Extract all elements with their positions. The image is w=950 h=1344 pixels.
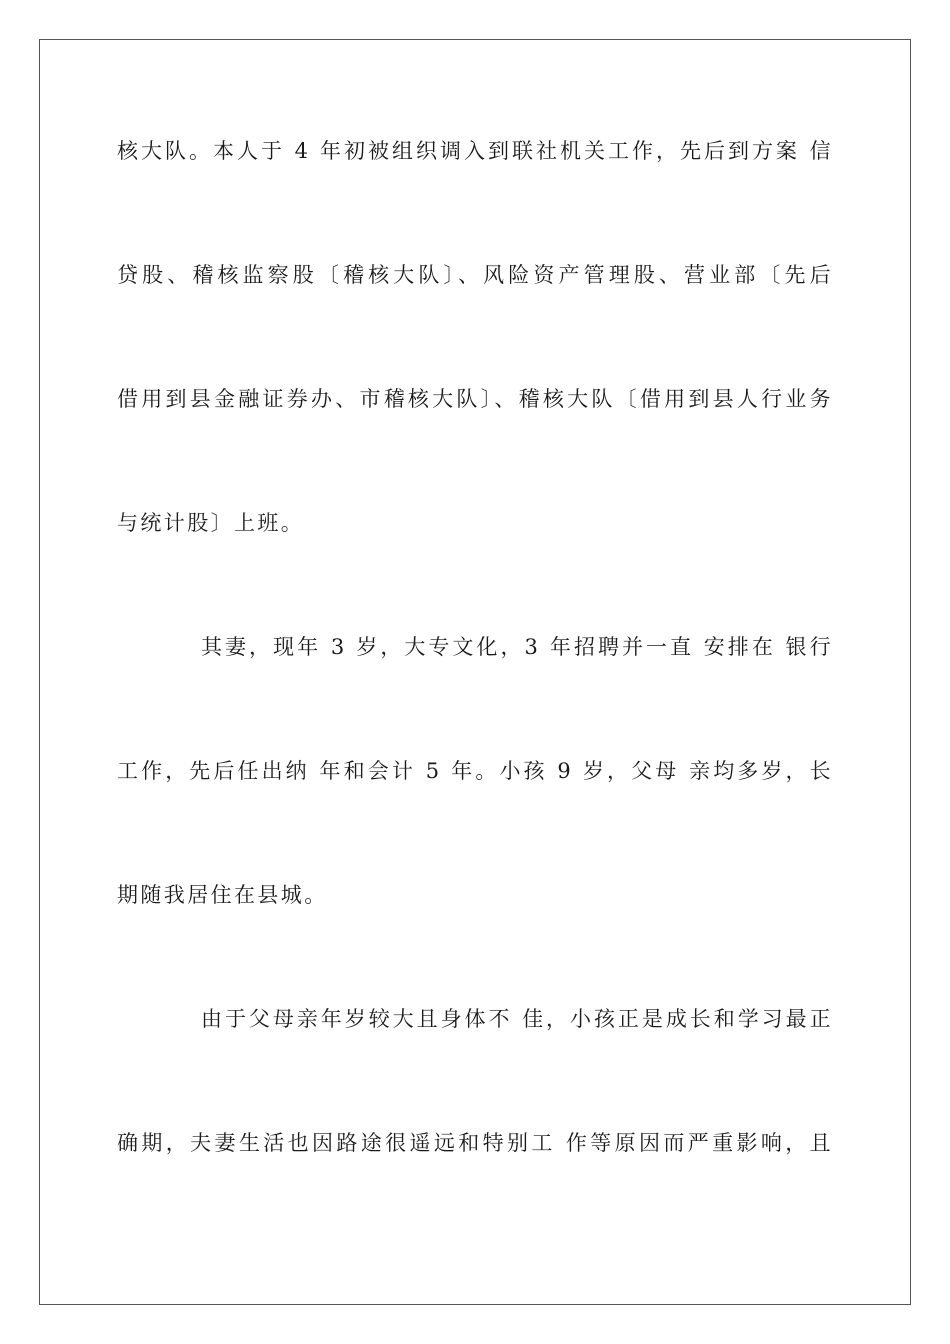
paragraph-line: 确期，夫妻生活也因路途很遥远和特别工 作等原因而严重影响，且 [117, 1131, 833, 1155]
paragraph-line: 贷股、稽核监察股〔稽核大队〕、风险资产管理股、营业部〔先后 [117, 263, 833, 287]
paragraph-line: 借用到县金融证券办、市稽核大队〕、稽核大队〔借用到县人行业务 [117, 387, 833, 411]
paragraph-line: 期随我居住在县城。 [117, 883, 328, 907]
paragraph-line: 工作，先后任出纳 年和会计 5 年。小孩 9 岁，父母 亲均多岁，长 [117, 759, 833, 783]
paragraph-line: 由于父母亲年岁较大且身体不 佳，小孩正是成长和学习最正 [201, 1007, 833, 1031]
paragraph-line: 核大队。本人于 4 年初被组织调入到联社机关工作，先后到方案 信 [117, 139, 833, 163]
paragraph-line: 与统计股〕上班。 [117, 511, 305, 535]
page-border [39, 39, 911, 1305]
paragraph-line: 其妻，现年 3 岁，大专文化，3 年招聘并一直 安排在 银行 [201, 635, 833, 659]
